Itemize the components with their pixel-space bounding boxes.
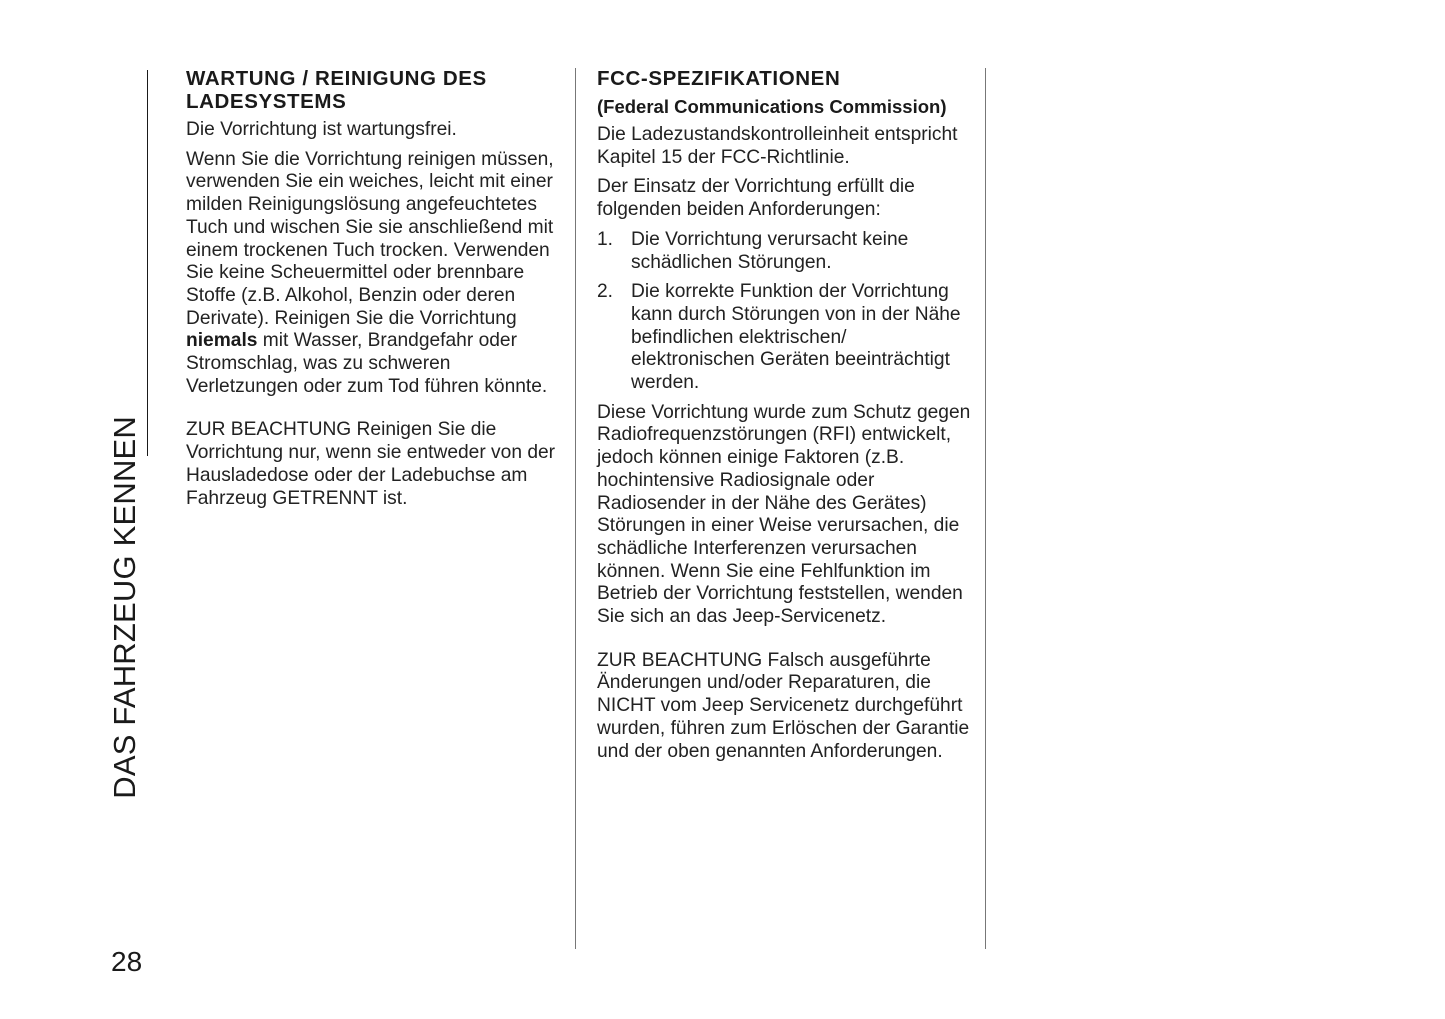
left-column <box>186 67 558 517</box>
page-number: 28 <box>111 946 143 977</box>
list-item-text: Die Vorrichtung verursacht keine schädlichen Störungen. <box>631 228 909 273</box>
column-divider-right <box>985 68 986 949</box>
note-warranty: ZUR BEACHTUNG Falsch ausgeführte Änderungen und/oder Reparaturen, die NICHT vom Jeep Servicenetz durchgeführt wurden, führen zum Erlöschen der Garantie und der oben genannten Anforderungen. <box>597 649 970 762</box>
cleaning-text-emphasis: niemals <box>186 330 258 352</box>
chapter-side-title <box>103 70 148 799</box>
list-item-number: 1. <box>597 228 614 250</box>
list-item-text: Die korrekte Funktion der Vorrichtung kann durch Störungen von in der Nähe befindlichen elektrischen/ elektronischen Geräten beeinträchtigt werden. <box>631 281 961 394</box>
paragraph-requirements-intro: Der Einsatz der Vorrichtung erfüllt die folgenden beiden Anforderungen: <box>597 176 915 221</box>
paragraph-fcc-compliance: Die Ladezustandskontrolleinheit entspricht Kapitel 15 der FCC-Richtlinie. <box>597 124 958 168</box>
list-item <box>597 281 972 395</box>
paragraph-cleaning-instructions <box>186 149 558 399</box>
section-heading-maintenance: WARTUNG / REINIGUNG DES LADESYSTEMS <box>186 67 487 113</box>
section-subheading-fcc: (Federal Communications Commission) <box>597 96 947 117</box>
chapter-title-text: DAS FAHRZEUG KENNEN <box>107 416 142 799</box>
section-heading-fcc: FCC-SPEZIFIKATIONEN <box>597 67 841 90</box>
paragraph-maintenance-free: Die Vorrichtung ist wartungsfrei. <box>186 119 457 140</box>
note-cleaning: ZUR BEACHTUNG Reinigen Sie die Vorrichtung nur, wenn sie entweder von der Hausladedose oder der Ladebuchse am Fahrzeug GETRENNT ist. <box>186 419 556 509</box>
requirements-list <box>597 229 972 395</box>
cleaning-text-start: Wenn Sie die Vorrichtung reinigen müssen, verwenden Sie ein weiches, leicht mit einer milden Reinigungslösung angefeuchtetes Tuch und wischen Sie sie anschließend mit einem trockenen Tuch trocken. Verwenden Sie keine Scheuermittel oder brennbare Stoffe (z.B. Alkohol, Benzin oder deren Derivate). Reinigen Sie die Vorrichtung <box>186 148 554 329</box>
list-item-number: 2. <box>597 281 614 303</box>
cleaning-text-end: mit Wasser, Brandgefahr oder Stromschlag, was zu schweren Verletzungen oder zum Tod führen könnte. <box>186 330 548 397</box>
paragraph-rfi-protection: Diese Vorrichtung wurde zum Schutz gegen Radiofrequenzstörungen (RFI) entwickelt, jedoch können einige Faktoren (z.B. hochintensive Radiosignale oder Radiosender in der Nähe des Gerätes) Störungen in einer Weise verursachen, die schädliche Interferenzen verursachen können. Wenn Sie eine Fehlfunktion im Betrieb der Vorrichtung feststellen, wenden Sie sich an das Jeep-Servicenetz. <box>597 401 971 628</box>
middle-column <box>597 67 972 770</box>
list-item <box>597 229 972 274</box>
column-divider-left <box>575 68 576 949</box>
